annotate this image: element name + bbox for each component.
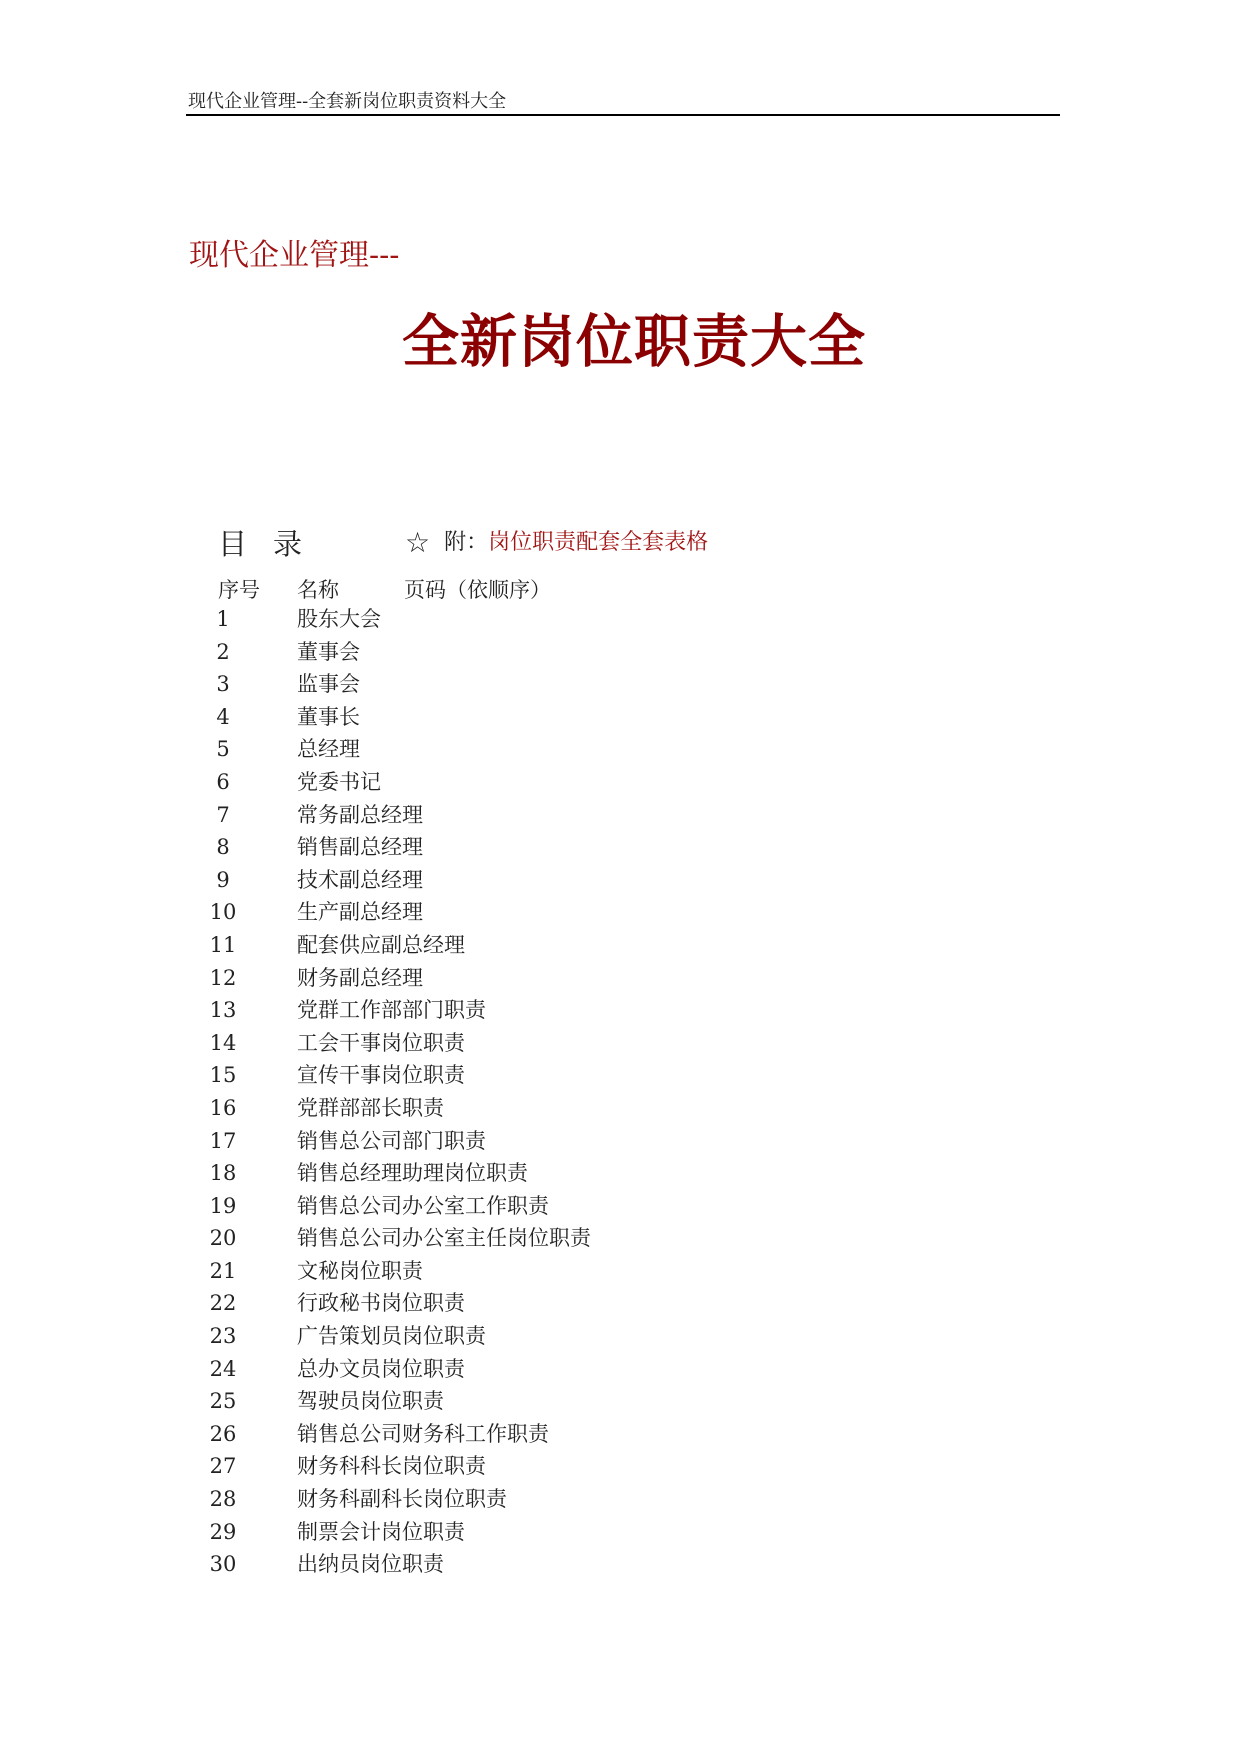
toc-item[interactable] [0, 1028, 1241, 1061]
toc-item-number: 20 [209, 1226, 237, 1251]
toc-item[interactable] [0, 1256, 1241, 1289]
toc-item-name: 股东大会 [297, 607, 381, 631]
toc-item[interactable] [0, 1484, 1241, 1517]
toc-item-name: 总办文员岗位职责 [297, 1356, 465, 1381]
toc-item-name: 销售总经理助理岗位职责 [297, 1161, 528, 1186]
toc-item[interactable] [0, 1549, 1241, 1582]
toc-item-number: 27 [209, 1454, 237, 1479]
star-icon: ☆ [405, 526, 431, 559]
toc-item[interactable] [0, 995, 1241, 1028]
toc-item[interactable] [0, 1126, 1241, 1159]
column-header-page: 页码（依顺序） [404, 578, 551, 602]
toc-item-number: 24 [209, 1356, 237, 1381]
toc-item-name: 技术副总经理 [297, 867, 423, 892]
cover-subtitle: 现代企业管理--- [189, 238, 400, 273]
toc-item-name: 财务科科长岗位职责 [297, 1454, 486, 1479]
toc-item-number: 22 [209, 1291, 237, 1316]
column-header-name: 名称 [297, 578, 339, 602]
toc-item-name: 销售总公司部门职责 [297, 1128, 486, 1153]
toc-item-number: 1 [216, 607, 230, 631]
toc-item-number: 30 [209, 1552, 237, 1577]
toc-item[interactable] [0, 1321, 1241, 1354]
toc-item[interactable] [0, 702, 1241, 735]
toc-item-name: 财务副总经理 [297, 965, 423, 990]
toc-item[interactable] [0, 1419, 1241, 1452]
toc-item-name: 工会干事岗位职责 [297, 1030, 465, 1055]
toc-item-name: 广告策划员岗位职责 [297, 1324, 486, 1349]
toc-item-number: 9 [216, 867, 230, 892]
toc-item-name: 销售副总经理 [297, 835, 423, 860]
toc-item-number: 4 [216, 704, 230, 729]
toc-item-name: 党委书记 [297, 769, 381, 794]
page-header [186, 90, 1060, 116]
toc-item-number: 3 [216, 672, 230, 697]
toc-heading-char-1: 目 [218, 527, 248, 561]
toc-item-name: 总经理 [297, 737, 360, 762]
toc-item[interactable] [0, 734, 1241, 767]
toc-item[interactable] [0, 1093, 1241, 1126]
toc-item-number: 5 [216, 737, 230, 762]
toc-item-name: 销售总公司财务科工作职责 [297, 1421, 549, 1446]
toc-item-name: 行政秘书岗位职责 [297, 1291, 465, 1316]
toc-item[interactable] [0, 1191, 1241, 1224]
toc-heading-char-2: 录 [273, 527, 303, 561]
toc-item[interactable] [0, 1060, 1241, 1093]
toc-item[interactable] [0, 930, 1241, 963]
toc-item-number: 14 [209, 1030, 237, 1055]
toc-item-name: 出纳员岗位职责 [297, 1552, 444, 1577]
toc-item-name: 监事会 [297, 672, 360, 697]
toc-item-number: 25 [209, 1389, 237, 1414]
toc-item-name: 董事会 [297, 639, 360, 664]
toc-item-number: 13 [209, 998, 237, 1023]
toc-item[interactable] [0, 832, 1241, 865]
toc-item[interactable] [0, 767, 1241, 800]
toc-item-name: 党群部部长职责 [297, 1095, 444, 1120]
toc-item[interactable] [0, 1158, 1241, 1191]
toc-item[interactable] [0, 1223, 1241, 1256]
toc-item-name: 宣传干事岗位职责 [297, 1063, 465, 1088]
toc-item-name: 制票会计岗位职责 [297, 1519, 465, 1544]
toc-item-name: 财务科副科长岗位职责 [297, 1487, 507, 1512]
toc-item-name: 驾驶员岗位职责 [297, 1389, 444, 1414]
toc-item-name: 文秘岗位职责 [297, 1258, 423, 1283]
toc-item[interactable] [0, 897, 1241, 930]
running-title: 现代企业管理--全套新岗位职责资料大全 [188, 91, 507, 112]
appendix-note [405, 525, 708, 559]
toc-item-number: 19 [209, 1193, 237, 1218]
toc-item-number: 15 [209, 1063, 237, 1088]
toc-item-name: 销售总公司办公室工作职责 [297, 1193, 549, 1218]
toc-item[interactable] [0, 604, 1241, 637]
toc-item-number: 23 [209, 1324, 237, 1349]
toc-item[interactable] [0, 963, 1241, 996]
toc-item-number: 28 [209, 1487, 237, 1512]
toc-item-number: 6 [216, 769, 230, 794]
toc-item-name: 销售总公司办公室主任岗位职责 [297, 1226, 591, 1251]
toc-item-number: 26 [209, 1421, 237, 1446]
cover-title: 全新岗位职责大全 [402, 308, 866, 375]
toc-item[interactable] [0, 637, 1241, 670]
toc-item-name: 生产副总经理 [297, 900, 423, 925]
column-header-number: 序号 [218, 578, 260, 602]
toc-item-number: 8 [216, 835, 230, 860]
appendix-link[interactable]: 岗位职责配套全套表格 [488, 530, 709, 555]
toc-item[interactable] [0, 669, 1241, 702]
toc-heading [218, 522, 302, 563]
appendix-prefix: 附： [444, 530, 489, 555]
toc-item[interactable] [0, 1354, 1241, 1387]
toc-item-name: 董事长 [297, 704, 360, 729]
toc-item-number: 16 [209, 1095, 237, 1120]
toc-item-number: 10 [209, 900, 237, 925]
toc-item-number: 29 [209, 1519, 237, 1544]
toc-item[interactable] [0, 800, 1241, 833]
toc-item-number: 11 [209, 932, 237, 957]
toc-item-name: 常务副总经理 [297, 802, 423, 827]
toc-item-number: 7 [216, 802, 230, 827]
toc-item[interactable] [0, 1288, 1241, 1321]
toc-item-number: 18 [209, 1161, 237, 1186]
toc-item[interactable] [0, 1451, 1241, 1484]
toc-item[interactable] [0, 1386, 1241, 1419]
toc-item-number: 21 [209, 1258, 237, 1283]
toc-list [0, 604, 1241, 1582]
toc-item-name: 党群工作部部门职责 [297, 998, 486, 1023]
toc-item-number: 12 [209, 965, 237, 990]
toc-item[interactable] [0, 865, 1241, 898]
toc-item[interactable] [0, 1517, 1241, 1550]
toc-item-number: 2 [216, 639, 230, 664]
toc-item-name: 配套供应副总经理 [297, 932, 465, 957]
toc-item-number: 17 [209, 1128, 237, 1153]
